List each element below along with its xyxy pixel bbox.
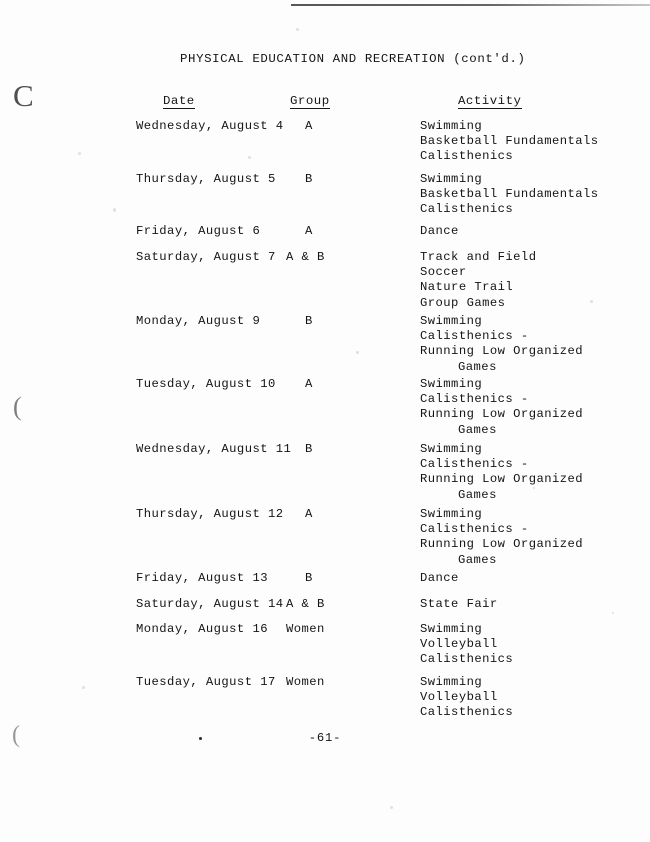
binding-mark-icon: C xyxy=(13,78,34,113)
activity-line: Calisthenics - xyxy=(420,457,529,472)
cell-activity xyxy=(420,622,513,668)
activity-line: Swimming xyxy=(420,675,483,689)
cell-group: A xyxy=(305,377,313,391)
cell-date: Wednesday, August 11 xyxy=(136,442,292,456)
activity-line: Swimming xyxy=(420,377,483,391)
activity-line: Calisthenics - xyxy=(420,329,529,344)
activity-line: Basketball Fundamentals xyxy=(420,187,599,202)
cell-date: Friday, August 6 xyxy=(136,224,261,238)
activity-line: Calisthenics xyxy=(420,705,514,720)
activity-line: Running Low Organized xyxy=(420,472,584,487)
cell-group: A & B xyxy=(286,597,325,611)
activity-line: Soccer xyxy=(420,265,467,280)
page-number: -61- xyxy=(308,731,342,745)
activity-line: Calisthenics - xyxy=(420,392,529,407)
cell-activity xyxy=(420,224,459,239)
activity-line: Swimming xyxy=(420,172,483,186)
scan-speck xyxy=(612,612,614,614)
activity-line: Volleyball xyxy=(420,690,498,705)
cell-activity xyxy=(420,119,599,165)
scan-speck xyxy=(356,351,359,354)
cell-group: A & B xyxy=(286,250,325,264)
activity-line: Games xyxy=(458,552,497,567)
cell-activity xyxy=(420,507,583,568)
cell-group: B xyxy=(305,571,313,585)
cell-activity xyxy=(420,675,513,721)
cell-activity xyxy=(420,377,583,438)
cell-group: Women xyxy=(286,675,325,689)
scan-speck xyxy=(78,152,81,155)
activity-line: Swimming xyxy=(420,622,483,636)
binding-mark-icon: ( xyxy=(12,722,20,748)
activity-line: Games xyxy=(458,487,497,502)
cell-activity xyxy=(420,250,536,311)
binding-mark-icon: ( xyxy=(13,392,22,421)
cell-group: A xyxy=(305,119,313,133)
activity-line: Basketball Fundamentals xyxy=(420,134,599,149)
cell-date: Tuesday, August 17 xyxy=(136,675,276,689)
column-header-date: Date xyxy=(163,94,195,108)
cell-group: Women xyxy=(286,622,325,636)
cell-date: Tuesday, August 10 xyxy=(136,377,276,391)
scan-speck xyxy=(248,156,251,159)
cell-date: Thursday, August 12 xyxy=(136,507,284,521)
cell-activity xyxy=(420,597,498,612)
activity-line: State Fair xyxy=(420,597,498,611)
cell-group: B xyxy=(305,314,313,328)
cell-date: Thursday, August 5 xyxy=(136,172,276,186)
column-header-group: Group xyxy=(290,94,330,108)
page-title: PHYSICAL EDUCATION AND RECREATION (cont'd.) xyxy=(180,52,526,66)
activity-line: Swimming xyxy=(420,119,483,133)
cell-group: A xyxy=(305,224,313,238)
scan-speck xyxy=(113,208,116,212)
activity-line: Calisthenics xyxy=(420,149,514,164)
cell-group: B xyxy=(305,172,313,186)
cell-date: Monday, August 9 xyxy=(136,314,261,328)
activity-line: Dance xyxy=(420,571,459,585)
activity-line: Swimming xyxy=(420,314,483,328)
cell-activity xyxy=(420,314,583,375)
scan-speck xyxy=(390,806,393,809)
cell-date: Friday, August 13 xyxy=(136,571,268,585)
activity-line: Running Low Organized xyxy=(420,407,584,422)
activity-line: Volleyball xyxy=(420,637,498,652)
cell-group: B xyxy=(305,442,313,456)
activity-line: Dance xyxy=(420,224,459,238)
cell-date: Saturday, August 7 xyxy=(136,250,276,264)
activity-line: Group Games xyxy=(420,295,506,310)
activity-line: Nature Trail xyxy=(420,280,514,295)
scan-speck xyxy=(82,686,85,689)
cell-date: Saturday, August 14 xyxy=(136,597,284,611)
scan-edge-artifact xyxy=(291,4,650,6)
scan-speck xyxy=(590,300,593,303)
activity-line: Calisthenics xyxy=(420,202,514,217)
activity-line: Track and Field xyxy=(420,250,537,264)
cell-activity xyxy=(420,172,599,218)
scan-speck xyxy=(296,28,299,31)
activity-line: Games xyxy=(458,422,497,437)
cell-group: A xyxy=(305,507,313,521)
activity-line: Calisthenics - xyxy=(420,522,529,537)
cell-activity xyxy=(420,442,583,503)
activity-line: Calisthenics xyxy=(420,652,514,667)
cell-date: Wednesday, August 4 xyxy=(136,119,284,133)
cell-date: Monday, August 16 xyxy=(136,622,268,636)
activity-line: Swimming xyxy=(420,507,483,521)
cell-activity xyxy=(420,571,459,586)
activity-line: Running Low Organized xyxy=(420,537,584,552)
activity-line: Games xyxy=(458,359,497,374)
activity-line: Running Low Organized xyxy=(420,344,584,359)
activity-line: Swimming xyxy=(420,442,483,456)
column-header-activity: Activity xyxy=(458,94,522,108)
